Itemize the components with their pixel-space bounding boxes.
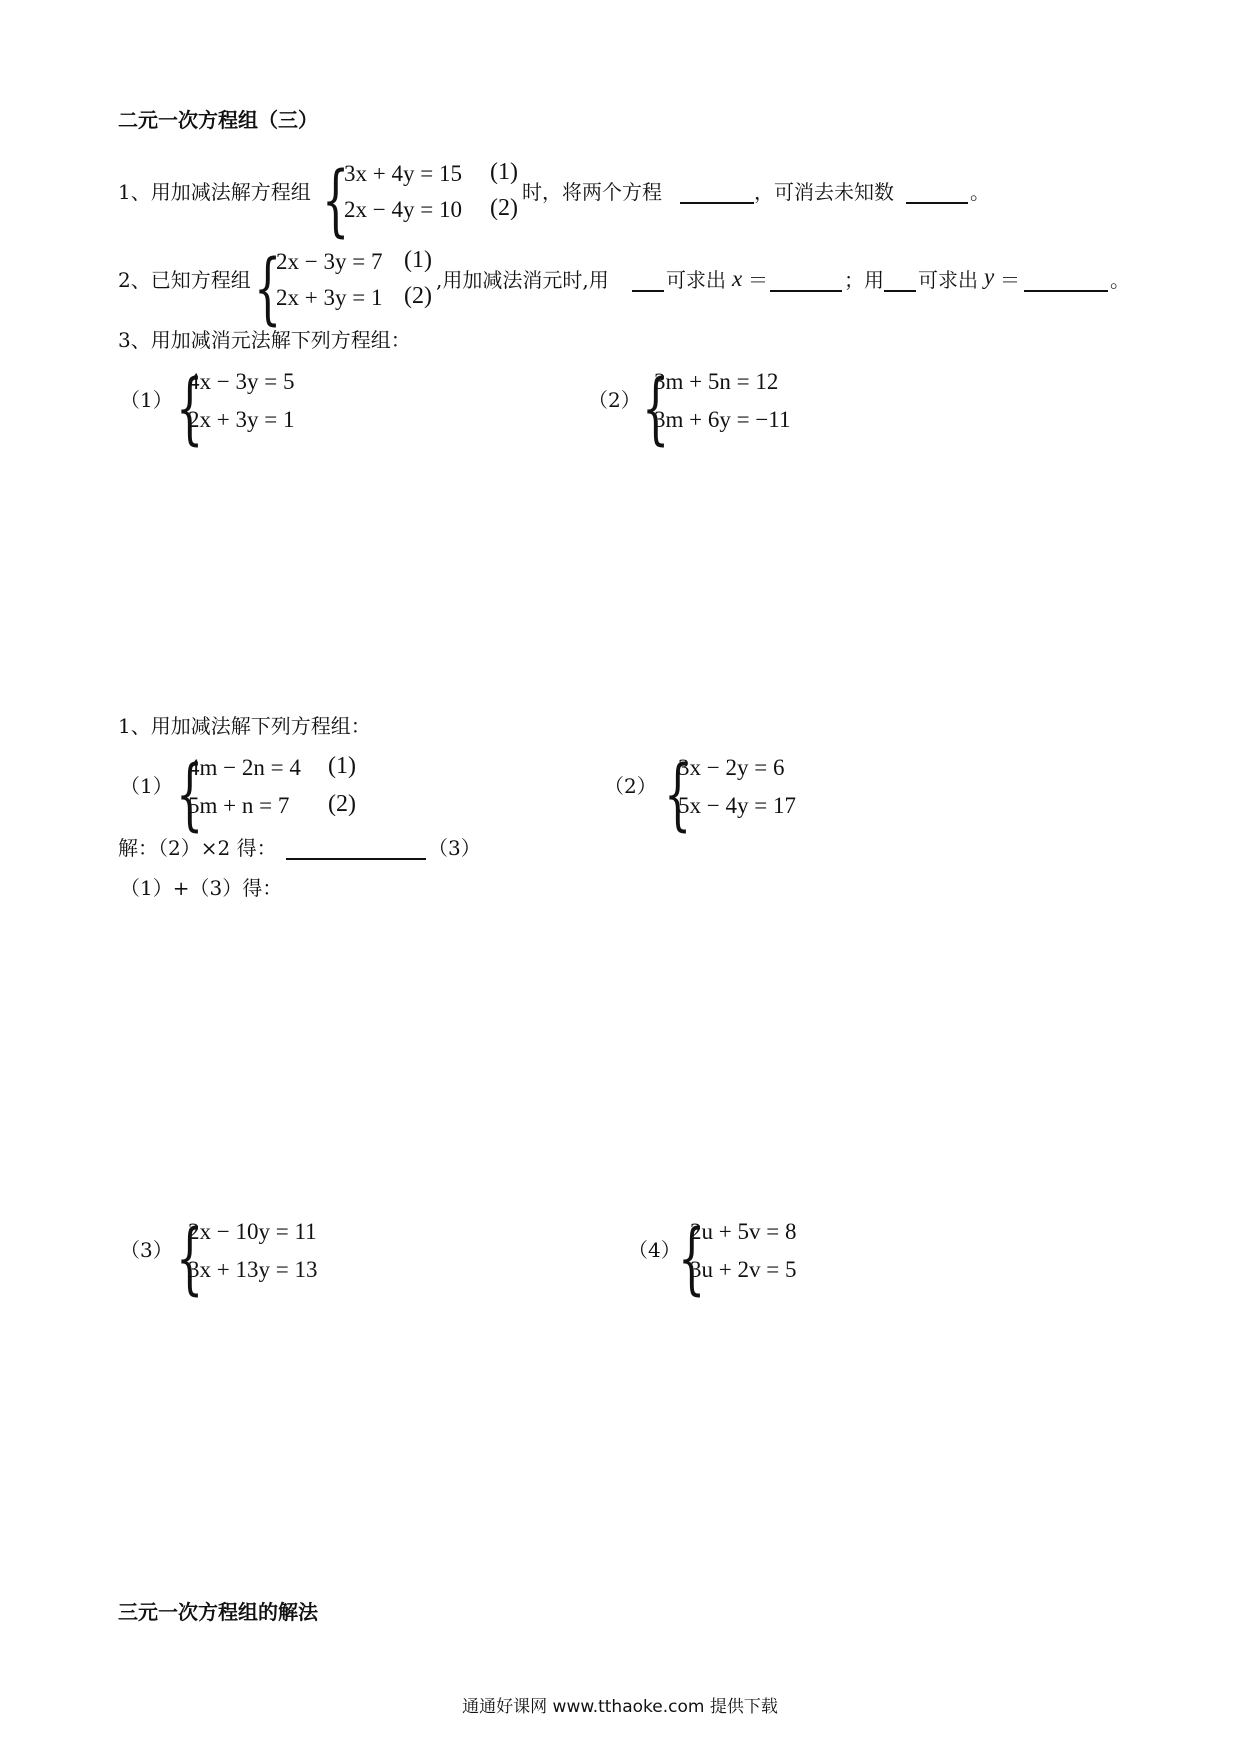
part2-prompt: 1、用加减法解下列方程组： bbox=[118, 714, 371, 738]
q2-eq2: 2x + 3y = 1 bbox=[276, 285, 383, 310]
q1-prefix: 1、用加减法解方程组 bbox=[118, 180, 311, 204]
q2-blank-3[interactable] bbox=[884, 290, 916, 292]
part2-p1-eq2: 5m + n = 7 bbox=[188, 793, 290, 818]
q2-var-y: y bbox=[984, 264, 995, 289]
q2-mid-text-4: 可求出 bbox=[918, 268, 978, 292]
solution-line-1-suffix: （3） bbox=[428, 836, 481, 860]
section-title-1: 二元一次方程组（三） bbox=[118, 108, 318, 132]
q1-equation-system bbox=[322, 156, 522, 246]
part2-p4-label: （4） bbox=[628, 1238, 681, 1262]
q2-eq1: 2x − 3y = 7 bbox=[276, 249, 383, 274]
part2-p3-eq1: 2x − 10y = 11 bbox=[188, 1219, 317, 1244]
q2-mid-text-2: 可求出 bbox=[666, 268, 726, 292]
q3-p1-eq1: 4x − 3y = 5 bbox=[188, 369, 295, 394]
part2-p2-eq1: 3x − 2y = 6 bbox=[678, 755, 785, 780]
part2-p2-label: （2） bbox=[604, 774, 657, 798]
q1-eq2: 2x − 4y = 10 bbox=[344, 197, 462, 222]
q3-p2-label: （2） bbox=[588, 388, 641, 412]
q3-p1-eq2: 2x + 3y = 1 bbox=[188, 407, 295, 432]
footer: 通通好课网 www.tthaoke.com 提供下载 bbox=[462, 1697, 778, 1717]
part2-p1-tag1: (1) bbox=[328, 753, 356, 779]
part2-p4-eq1: 2u + 5v = 8 bbox=[690, 1219, 797, 1244]
q3-p2-brace: { bbox=[642, 364, 670, 454]
part2-p2-system bbox=[664, 750, 834, 840]
q2-eq-sign-2: ＝ bbox=[1000, 268, 1020, 292]
q1-mid-text-2: ，可消去未知数 bbox=[754, 180, 894, 204]
q2-blank-2[interactable] bbox=[770, 290, 842, 292]
part2-p1-system bbox=[176, 750, 376, 840]
q1-tag2: (2) bbox=[490, 195, 518, 221]
solution-blank[interactable] bbox=[286, 858, 426, 860]
q2-end: 。 bbox=[1110, 268, 1130, 292]
q2-prefix: 2、已知方程组 bbox=[118, 268, 251, 292]
q1-eq1: 3x + 4y = 15 bbox=[344, 161, 462, 186]
q2-tag2: (2) bbox=[404, 283, 432, 309]
section-title-2: 三元一次方程组的解法 bbox=[118, 1600, 318, 1624]
part2-p3-system bbox=[176, 1214, 356, 1304]
q2-eq-sign-1: ＝ bbox=[748, 268, 768, 292]
q3-p2-system bbox=[642, 364, 822, 454]
q2-equation-system bbox=[254, 244, 444, 334]
q3-p1-label: （1） bbox=[120, 388, 173, 412]
part2-p4-brace: { bbox=[678, 1214, 706, 1304]
solution-line-2: （1）+（3）得： bbox=[120, 876, 283, 900]
q1-blank-2[interactable] bbox=[906, 202, 968, 204]
q3-p1-brace: { bbox=[176, 364, 204, 454]
part2-p3-label: （3） bbox=[120, 1238, 173, 1262]
part2-p4-system bbox=[678, 1214, 838, 1304]
q2-blank-1[interactable] bbox=[632, 290, 664, 292]
q3-p2-eq1: 3m + 5n = 12 bbox=[654, 369, 779, 394]
q1-mid-text: 时，将两个方程 bbox=[522, 180, 662, 204]
q1-brace: { bbox=[322, 156, 350, 246]
q1-tag1: (1) bbox=[490, 159, 518, 185]
part2-p1-brace: { bbox=[176, 750, 204, 840]
q2-blank-4[interactable] bbox=[1024, 290, 1108, 292]
solution-line-1: 解：（2）×2 得： bbox=[118, 836, 277, 860]
q3-p1-system bbox=[176, 364, 336, 454]
q3-p2-eq2: 3m + 6y = −11 bbox=[654, 407, 791, 432]
q1-blank-1[interactable] bbox=[680, 202, 754, 204]
part2-p1-label: （1） bbox=[120, 774, 173, 798]
q2-var-x: x bbox=[732, 266, 743, 291]
q2-mid-text-3: ；用 bbox=[844, 268, 884, 292]
part2-p4-eq2: 3u + 2v = 5 bbox=[690, 1257, 797, 1282]
q3-prompt: 3、用加减消元法解下列方程组： bbox=[118, 328, 411, 352]
q2-brace: { bbox=[254, 244, 282, 334]
part2-p3-eq2: 3x + 13y = 13 bbox=[188, 1257, 318, 1282]
part2-p3-brace: { bbox=[176, 1214, 204, 1304]
q1-end: 。 bbox=[970, 180, 990, 204]
part2-p1-tag2: (2) bbox=[328, 791, 356, 817]
part2-p1-eq1: 4m − 2n = 4 bbox=[188, 755, 301, 780]
part2-p2-eq2: 5x − 4y = 17 bbox=[678, 793, 796, 818]
part2-p2-brace: { bbox=[664, 750, 692, 840]
q2-tag1: (1) bbox=[404, 247, 432, 273]
q2-mid-text-1: ,用加减法消元时,用 bbox=[436, 268, 609, 292]
